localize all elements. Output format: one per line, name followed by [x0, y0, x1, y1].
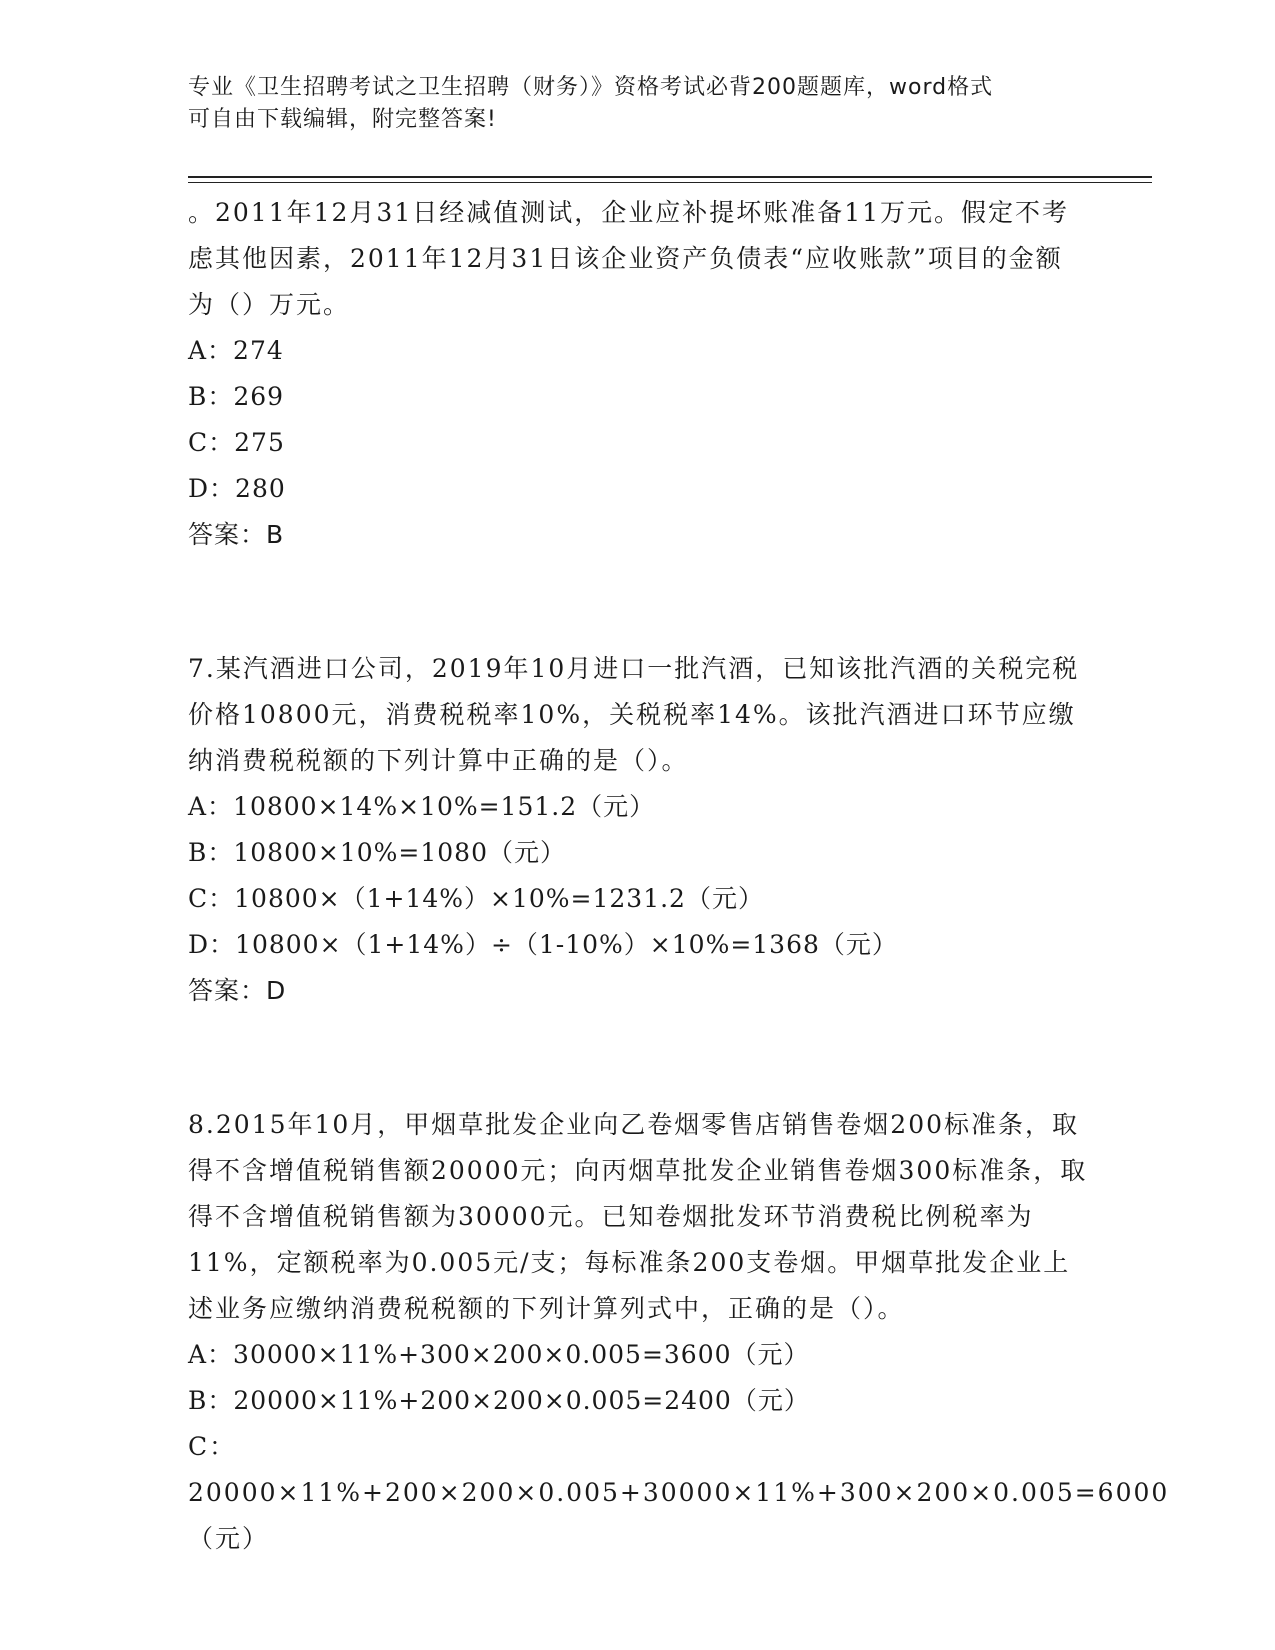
header-title-line-1: 专业《卫生招聘考试之卫生招聘（财务）》资格考试必背200题题库，word格式 — [188, 75, 994, 100]
question-text: 8.2015年10月，甲烟草批发企业向乙卷烟零售店销售卷烟200标准条，取得不含增值税销售额20000元；向丙烟草批发企业销售卷烟300标准条，取得不含增值税销售额为30000元。已知卷烟批发环节消费税比例税率为11%，定额税率为0.005元/支；每标准条200支卷烟。甲烟草批发企业上述业务应缴纳消费税税额的下列计算列式中，正确的是（）。 — [188, 1110, 1088, 1323]
document-body — [188, 190, 1170, 1562]
option-a: A：10800×14%×10%=151.2（元） — [188, 792, 656, 821]
question-text: 7.某汽酒进口公司，2019年10月进口一批汽酒，已知该批汽酒的关税完税价格10800元，消费税税率10%，关税税率14%。该批汽酒进口环节应缴纳消费税税额的下列计算中正确的是（）。 — [188, 654, 1080, 775]
answer-line: 答案：D — [188, 976, 287, 1005]
option-b: B：20000×11%+200×200×0.005=2400（元） — [188, 1386, 810, 1415]
question-text: 。2011年12月31日经减值测试，企业应补提坏账准备11万元。假定不考虑其他因素，2011年12月31日该企业资产负债表“应收账款”项目的金额为（）万元。 — [188, 198, 1070, 319]
header-divider-thin — [188, 182, 1152, 183]
spacer — [188, 1014, 1088, 1102]
option-c: C：275 — [188, 428, 285, 457]
option-c: C：20000×11%+200×200×0.005+30000×11%+300×200×0.005=6000（元） — [188, 1432, 1170, 1553]
question-6 — [188, 190, 1088, 558]
option-c: C：10800×（1+14%）×10%=1231.2（元） — [188, 884, 764, 913]
option-b: B：10800×10%=1080（元） — [188, 838, 566, 867]
answer-line: 答案：B — [188, 520, 285, 549]
option-a: A：274 — [188, 336, 284, 365]
option-d: D：10800×（1+14%）÷（1-10%）×10%=1368（元） — [188, 930, 898, 959]
header-title-line-2: 可自由下载编辑，附完整答案! — [188, 107, 497, 132]
question-7 — [188, 646, 1088, 1014]
option-a: A：30000×11%+300×200×0.005=3600（元） — [188, 1340, 810, 1369]
spacer — [188, 558, 1088, 646]
question-8 — [188, 1102, 1170, 1562]
option-b: B：269 — [188, 382, 285, 411]
document-header — [188, 72, 1068, 136]
header-divider-thick — [188, 176, 1152, 178]
option-d: D：280 — [188, 474, 286, 503]
